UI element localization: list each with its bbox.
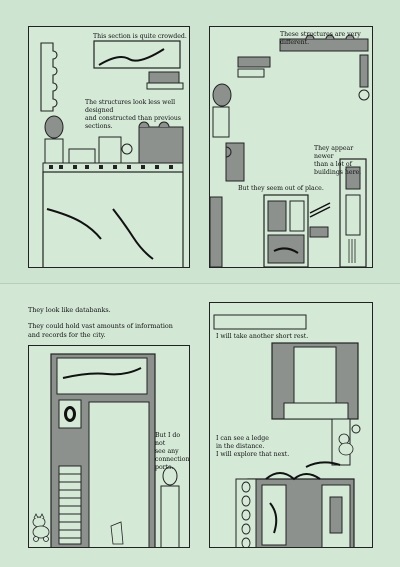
- caption-ledge: I can see a ledge in the distance. I will explore that next.: [216, 435, 290, 458]
- caption-appear-newer: They appear newer than a lot of buildings here.: [314, 145, 362, 176]
- caption-crowded: This section is quite crowded.: [93, 33, 187, 40]
- caption-less-designed: The structures look less well designed and constructed than previous sections.: [85, 99, 181, 130]
- caption-vast-information: They could hold vast amounts of information and records for the city.: [28, 322, 173, 339]
- caption-very-different: These structures are very different.: [280, 31, 361, 46]
- panel-1-illustration: [29, 27, 190, 268]
- comic-panel-1: [28, 26, 190, 268]
- caption-connection-ports: But I do not see any connection ports.: [155, 432, 190, 471]
- comic-panel-2: [209, 26, 373, 268]
- comic-panel-4: [209, 302, 373, 548]
- comic-panel-3: [28, 345, 190, 548]
- caption-out-of-place: But they seem out of place.: [238, 185, 324, 192]
- caption-short-rest: I will take another short rest.: [216, 333, 309, 340]
- caption-databanks: They look like databanks.: [28, 306, 111, 314]
